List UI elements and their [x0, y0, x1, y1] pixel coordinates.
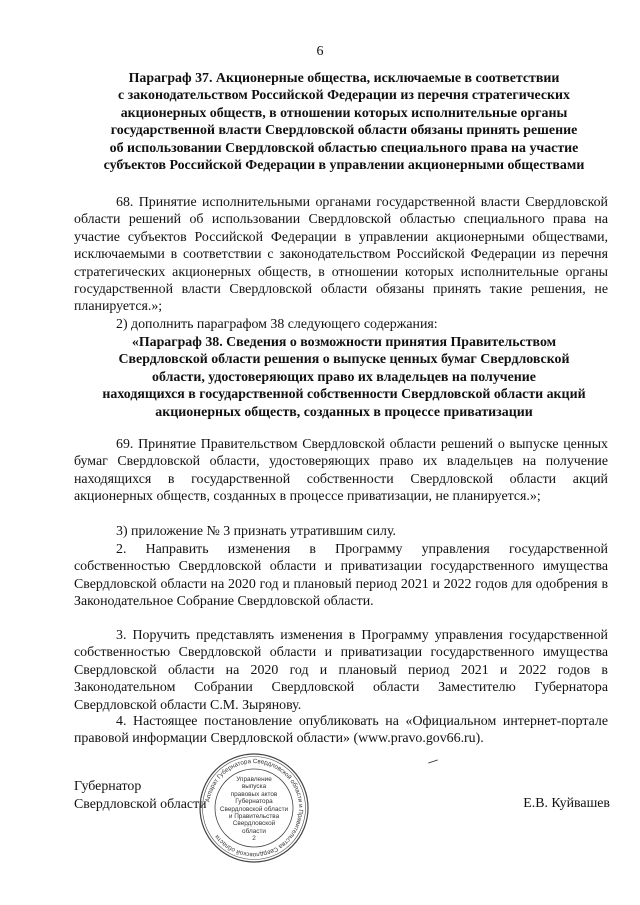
heading-line: с законодательством Российской Федерации из перечня стратегических	[118, 88, 570, 104]
item-4-text: 4. Настоящее постановление опубликовать на «Официальном интернет-портале правовой информации Свердловской области» (www.pravo.gov66.ru).	[74, 714, 608, 747]
item-4	[74, 713, 608, 748]
paragraph-68	[74, 194, 608, 316]
seal-line: Свердловской области	[219, 805, 289, 813]
heading-line: находящихся в государственной собственности Свердловской области акций	[102, 387, 586, 403]
item-3	[74, 627, 608, 714]
heading-line: «Параграф 38. Сведения о возможности принятия Правительством	[131, 335, 557, 350]
heading-line: субъектов Российской Федерации в управлении акционерными обществами	[103, 158, 585, 174]
seal-line: области	[242, 827, 266, 835]
heading-line: области, удостоверяющих право их владельцев на получение	[152, 369, 536, 385]
item-3-text: 3. Поручить представлять изменения в Программу управления государственной собственностью Свердловской области и приватизации государственного имущества Свердловской области на 2020 год и плановый период 2021 и 2022 годов в Законодательном Собрании Свердловской области Заместителю Губернатора Свердловской области С.М. Зырянову.	[74, 628, 608, 713]
seal-line: Свердловской	[232, 820, 276, 828]
seal-center-text	[212, 776, 296, 843]
signature-title-line: Губернатор	[74, 779, 142, 794]
heading-line: акционерных обществ, в отношении которых исполнительные органы	[120, 105, 568, 121]
seal-line: Губернатора	[235, 798, 273, 806]
heading-line: Параграф 37. Акционерные общества, исключаемые в соответствии	[128, 71, 560, 86]
amendment-2	[74, 316, 608, 333]
paragraph-68-text: 68. Принятие исполнительными органами государственной власти Свердловской области решений об использовании Свердловской областью специального права на участие субъектов Российской Федерации в управлении акционерными обществами, исключаемыми в соответствии с законодательством Российской Федерации из перечня стратегических акционерных обществ, в отношении которых исполнительные органы государственной власти Свердловской области обязаны принять такие решения, не планируется.»;	[74, 195, 608, 315]
seal-line: 2	[252, 835, 256, 843]
seal-line: Управление	[236, 776, 272, 783]
heading-line: об использовании Свердловской областью специального права на участие	[109, 140, 579, 156]
seal-line: и Правительства	[228, 813, 280, 821]
item-2	[74, 541, 608, 611]
heading-line: акционерных обществ, созданных в процессе приватизации	[155, 404, 533, 420]
amendment-2-text: 2) дополнить параграфом 38 следующего содержания:	[116, 317, 438, 332]
paragraph-69-text: 69. Принятие Правительством Свердловской области решений о выпуске ценных бумаг Свердловской области, удостоверяющих право их владельцев на получение находящихся в государственной собственности Свердловской области акций акционерных обществ, созданных в процессе приватизации, не планируется.»;	[74, 437, 608, 505]
signature-title-line: Свердловской области	[74, 797, 207, 812]
heading-paragraph-37	[74, 70, 614, 174]
page-number: 6	[316, 44, 324, 59]
signature-title	[74, 778, 207, 814]
pen-mark	[428, 759, 438, 763]
signatory-name: Е.В. Куйвашев	[523, 796, 610, 811]
item-2-text: 2. Направить изменения в Программу управления государственной собственностью Свердловской области и приватизации государственного имущества Свердловской области на 2020 год и плановый период 2021 и 2022 годов для одобрения в Законодательное Собрание Свердловской области.	[74, 542, 608, 610]
paragraph-69	[74, 436, 608, 506]
seal-ring-path: Аппарат Губернатора Свердловской области и Правительства Свердловской области	[204, 757, 305, 859]
amendment-3	[74, 523, 608, 540]
heading-line: Свердловской области решения о выпуске ценных бумаг Свердловской	[118, 352, 570, 368]
seal-line: правовых актов	[230, 790, 278, 798]
heading-paragraph-38	[70, 334, 618, 421]
heading-line: государственной власти Свердловской области обязаны принять решение	[110, 123, 578, 139]
seal-line: выпуска	[241, 783, 267, 791]
amendment-3-text: 3) приложение № 3 признать утратившим силу.	[116, 524, 396, 539]
